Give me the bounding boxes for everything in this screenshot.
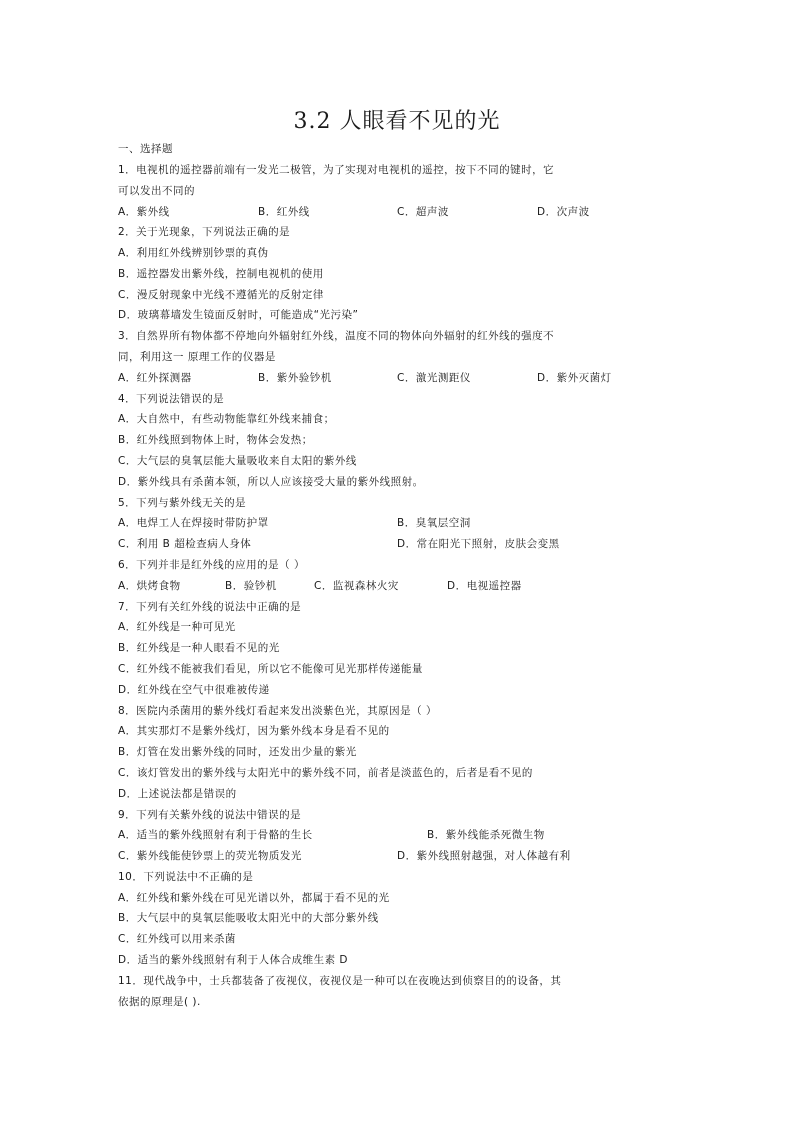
question-3-option-b: B．紫外验钞机 [258, 372, 332, 384]
question-11-stem-line-1: 11．现代战争中，士兵都装备了夜视仪，夜视仪是一种可以在夜晚达到侦察目的的设备，其 [118, 975, 562, 987]
question-3-option-d: D．紫外灭菌灯 [537, 372, 612, 384]
question-4-stem: 4．下列说法错误的是 [118, 393, 225, 405]
question-1-stem-line-2: 可以发出不同的 [118, 185, 195, 197]
question-9-option-a: A．适当的紫外线照射有利于骨骼的生长 [118, 829, 313, 841]
question-3-option-a: A．红外探测器 [118, 372, 192, 384]
question-10-option-a: A．红外线和紫外线在可见光谱以外，都属于看不见的光 [118, 892, 390, 904]
question-9-option-c: C．紫外线能使钞票上的荧光物质发光 [118, 850, 302, 862]
page-title: 3.2 人眼看不见的光 [293, 109, 501, 134]
question-6-option-b: B．验钞机 [225, 580, 277, 592]
question-3-stem-line-2: 同，利用这一 原理工作的仪器是 [118, 351, 276, 363]
question-8-option-d: D．上述说法都是错误的 [118, 788, 237, 800]
question-8-option-c: C．该灯管发出的紫外线与太阳光中的紫外线不同，前者是淡蓝色的，后者是看不见的 [118, 767, 533, 779]
question-3-stem-line-1: 3．自然界所有物体都不停地向外辐射红外线，温度不同的物体向外辐射的红外线的强度不 [118, 330, 555, 342]
question-5-option-d: D．常在阳光下照射，皮肤会变黑 [397, 538, 560, 550]
question-8-option-b: B．灯管在发出紫外线的同时，还发出少量的紫光 [118, 746, 357, 758]
question-4-option-d: D．紫外线具有杀菌本领，所以人应该接受大量的紫外线照射。 [118, 476, 424, 488]
question-4-option-a: A．大自然中，有些动物能靠红外线来捕食； [118, 413, 335, 425]
question-5-option-b: B．臭氧层空洞 [397, 517, 471, 529]
question-2-option-c: C．漫反射现象中光线不遵循光的反射定律 [118, 289, 324, 301]
question-1-option-d: D．次声波 [537, 206, 590, 218]
question-2-option-b: B．遥控器发出紫外线，控制电视机的使用 [118, 268, 324, 280]
question-2-option-d: D．玻璃幕墙发生镜面反射时，可能造成“光污染” [118, 309, 359, 321]
question-5-stem: 5．下列与紫外线无关的是 [118, 497, 247, 509]
question-8-stem: 8．医院内杀菌用的紫外线灯看起来发出淡紫色光，其原因是（ ） [118, 705, 438, 717]
question-8-option-a: A．其实那灯不是紫外线灯，因为紫外线本身是看不见的 [118, 725, 390, 737]
question-2-stem: 2．关于光现象，下列说法正确的是 [118, 226, 291, 238]
question-4-option-b: B．红外线照到物体上时，物体会发热； [118, 434, 313, 446]
question-7-option-d: D．红外线在空气中很难被传递 [118, 684, 270, 696]
question-4-option-c: C．大气层的臭氧层能大量吸收来自太阳的紫外线 [118, 455, 357, 467]
question-3-option-c: C．激光测距仪 [397, 372, 471, 384]
section-heading: 一、选择题 [118, 143, 173, 155]
question-10-option-b: B．大气层中的臭氧层能吸收太阳光中的大部分紫外线 [118, 912, 379, 924]
question-7-stem: 7．下列有关红外线的说法中正确的是 [118, 601, 302, 613]
question-7-option-a: A．红外线是一种可见光 [118, 621, 236, 633]
question-9-option-d: D．紫外线照射越强，对人体越有利 [397, 850, 571, 862]
question-1-option-c: C．超声波 [397, 206, 449, 218]
question-10-option-d: D．适当的紫外线照射有利于人体合成维生素 D [118, 954, 349, 966]
question-6-option-a: A．烘烤食物 [118, 580, 181, 592]
question-1-option-a: A．紫外线 [118, 206, 170, 218]
question-11-stem-line-2: 依据的原理是( ). [118, 996, 201, 1008]
question-1-stem-line-1: 1．电视机的遥控器前端有一发光二极管，为了实现对电视机的遥控，按下不同的键时，它 [118, 164, 555, 176]
question-6-option-d: D．电视遥控器 [447, 580, 522, 592]
question-1-option-b: B．红外线 [258, 206, 310, 218]
question-9-option-b: B．紫外线能杀死微生物 [427, 829, 545, 841]
question-7-option-c: C．红外线不能被我们看见，所以它不能像可见光那样传递能量 [118, 663, 423, 675]
question-5-option-c: C．利用 B 超检查病人身体 [118, 538, 252, 550]
question-6-option-c: C．监视森林火灾 [314, 580, 399, 592]
question-10-stem: 10．下列说法中不正确的是 [118, 871, 254, 883]
question-5-option-a: A．电焊工人在焊接时带防护罩 [118, 517, 269, 529]
question-9-stem: 9．下列有关紫外线的说法中错误的是 [118, 809, 302, 821]
question-10-option-c: C．红外线可以用来杀菌 [118, 933, 236, 945]
question-6-stem: 6．下列并非是红外线的应用的是（ ） [118, 559, 306, 571]
question-7-option-b: B．红外线是一种人眼看不见的光 [118, 642, 280, 654]
question-2-option-a: A．利用红外线辨别钞票的真伪 [118, 247, 269, 259]
